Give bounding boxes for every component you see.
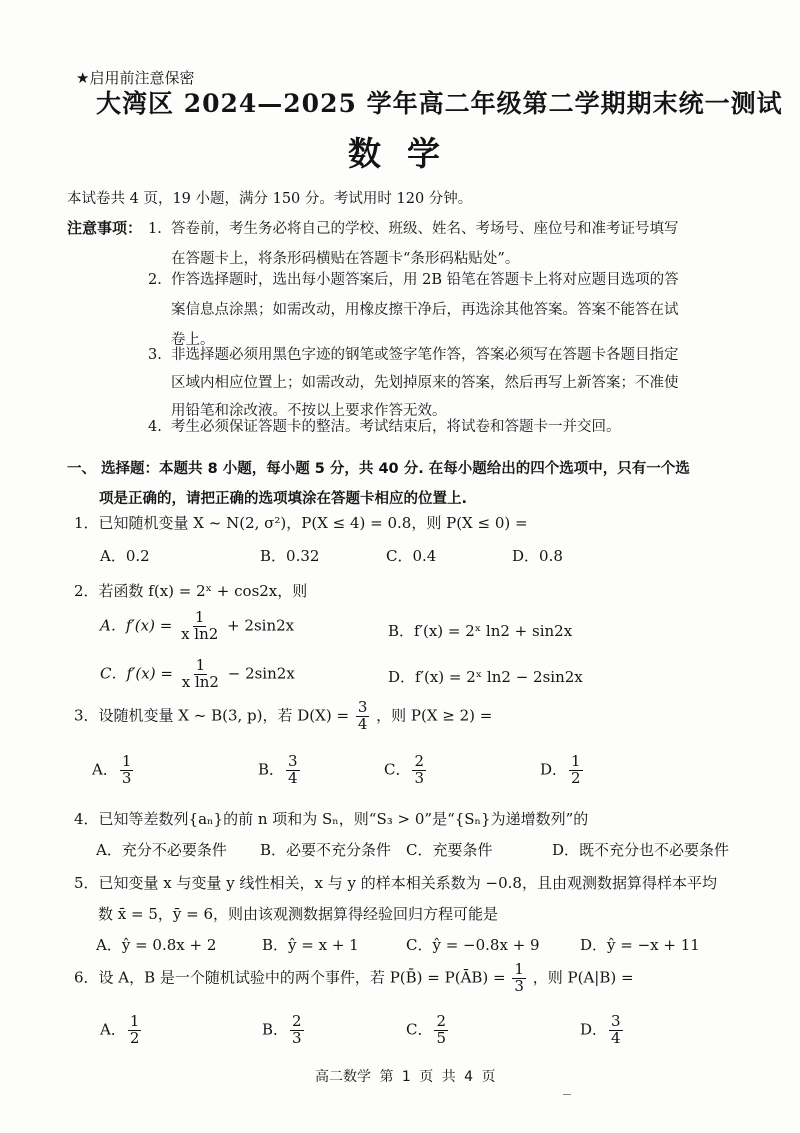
q2-a-denominator: x ln2 (181, 624, 219, 643)
q3-b-label: B． (258, 760, 285, 779)
q4-option-c: C．充要条件 (406, 841, 493, 859)
q1-option-b: B．0.32 (260, 547, 320, 565)
page-footer: 高二数学 第 1 页 共 4 页 (315, 1069, 496, 1085)
q6-d-fraction (609, 1014, 623, 1047)
section-line: 一、 选择题：本题共 8 小题，每小题 5 分，共 40 分. 在每小题给出的四个选项中，只有一个选 (67, 461, 690, 477)
note-line: 案信息点涂黑；如需改动，用橡皮擦干净后，再选涂其他答案。答案不能答在试 (171, 302, 679, 318)
confidential-note: ★启用前注意保密 (76, 69, 195, 87)
q3-c-fraction (412, 754, 426, 787)
q5-option-a: A．ŷ = 0.8x + 2 (96, 936, 217, 954)
q6-stem-denominator: 3 (514, 976, 524, 995)
scan-mark (563, 1094, 571, 1095)
q3-a-numerator: 1 (121, 752, 132, 770)
q3-a-denominator: 3 (121, 768, 132, 787)
note-item (148, 412, 748, 442)
exam-info: 本试卷共 4 页，19 小题，满分 150 分。考试用时 120 分钟。 (67, 191, 473, 207)
q6-b-fraction (290, 1014, 304, 1047)
note-line: 答卷前，考生务必将自己的学校、班级、姓名、考场号、座位号和准考证号填写 (171, 221, 679, 237)
q3-d-fraction (569, 754, 583, 787)
note-line: 考生必须保证答题卡的整洁。考试结束后，将试卷和答题卡一并交回。 (171, 419, 621, 435)
q3-option-c (384, 754, 428, 787)
q3-d-label: D． (540, 760, 568, 779)
q6-stem-prefix: 6．设 A，B 是一个随机试验中的两个事件，若 P(B̄) = P(ĀB) = (74, 968, 506, 987)
q4-option-a: A．充分不必要条件 (96, 841, 227, 859)
question-1-stem: 1．已知随机变量 X ~ N(2, σ²)，P(X ≤ 4) = 0.8，则 P(X ≤ 0) = (74, 514, 528, 532)
q3-option-d (540, 754, 585, 787)
q3-c-label: C． (384, 760, 411, 779)
note-line: 用铅笔和涂改液。不按以上要求作答无效。 (171, 403, 447, 419)
q2-c-denominator: x ln2 (181, 672, 219, 691)
q3-c-denominator: 3 (414, 768, 425, 787)
q6-c-label: C． (406, 1020, 433, 1039)
subject-title: 数学 (348, 134, 466, 173)
q3-option-a (92, 754, 135, 787)
q3-b-numerator: 3 (288, 752, 298, 770)
q1-option-a: A．0.2 (100, 547, 150, 565)
note-line: 在答题卡上，将条形码横贴在答题卡“条形码粘贴处”。 (171, 251, 520, 267)
q2-a-prefix: A．f′(x) = (100, 616, 173, 635)
q2-c-suffix: − 2sin2x (227, 664, 295, 683)
q1-option-c: C．0.4 (386, 547, 437, 565)
q6-d-numerator: 3 (611, 1012, 621, 1030)
note-line: 作答选择题时，选出每小题答案后，用 2B 铅笔在答题卡上将对应题目选项的答 (171, 272, 679, 288)
q6-option-c (406, 1014, 450, 1047)
q6-option-d (580, 1014, 625, 1047)
q2-c-fraction (180, 658, 221, 691)
q3-b-fraction (286, 754, 300, 787)
q3-a-label: A． (92, 760, 118, 779)
section-header (67, 454, 690, 514)
q6-option-a (100, 1014, 143, 1047)
q2-option-d: D．f′(x) = 2ˣ ln2 − 2sin2x (388, 668, 583, 686)
q2-a-numerator: 1 (194, 608, 205, 626)
question-4-stem: 4．已知等差数列{aₙ}的前 n 项和为 Sₙ，则“S₃ > 0”是“{Sₙ}为递增数列”的 (74, 810, 589, 828)
section-line: 项是正确的，请把正确的选项填涂在答题卡相应的位置上. (99, 491, 468, 507)
q6-a-fraction (128, 1014, 142, 1047)
notes-label: 注意事项： (67, 219, 143, 237)
q6-option-b (262, 1014, 306, 1047)
q6-d-denominator: 4 (611, 1028, 621, 1047)
q3-b-denominator: 4 (288, 768, 298, 787)
q3-c-numerator: 2 (414, 752, 425, 770)
q4-option-d: D．既不充分也不必要条件 (552, 841, 730, 859)
q2-c-prefix: C．f′(x) = (100, 664, 173, 683)
q5-option-c: C．ŷ = −0.8x + 9 (406, 936, 540, 954)
q4-option-b: B．必要不充分条件 (260, 841, 392, 859)
q6-stem-fraction (512, 962, 526, 995)
q3-stem-fraction (356, 700, 370, 733)
q2-option-a (100, 610, 294, 643)
question-5-stem: 5．已知变量 x 与变量 y 线性相关，x 与 y 的样本相关系数为 −0.8，且由观测数据算得样本平均 (74, 874, 717, 892)
note-number: 3. (148, 347, 162, 363)
q3-option-b (258, 754, 302, 787)
q2-option-b: B．f′(x) = 2ˣ ln2 + sin2x (388, 622, 573, 640)
note-line: 区域内相应位置上；如需改动，先划掉原来的答案，然后再写上新答案；不准使 (171, 375, 679, 391)
q3-a-fraction (120, 754, 134, 787)
q6-a-label: A． (100, 1020, 126, 1039)
q6-b-denominator: 3 (292, 1028, 302, 1047)
q6-c-numerator: 2 (436, 1012, 447, 1030)
q3-stem-denominator: 4 (357, 714, 368, 733)
note-number: 1. (148, 221, 162, 237)
q6-a-denominator: 2 (129, 1028, 140, 1047)
q5-option-b: B．ŷ = x + 1 (262, 936, 359, 954)
note-line: 卷上。 (171, 332, 215, 348)
q2-c-numerator: 1 (195, 656, 206, 674)
q2-option-c (100, 658, 295, 691)
q6-c-denominator: 5 (436, 1028, 447, 1047)
q6-stem-suffix: ，则 P(A|B) = (532, 968, 634, 987)
q6-stem-numerator: 1 (514, 960, 524, 978)
note-number: 4. (148, 419, 162, 435)
question-5-stem-cont: 数 x̄ = 5，ȳ = 6，则由该观测数据算得经验回归方程可能是 (98, 905, 498, 923)
q1-option-d: D．0.8 (512, 547, 563, 565)
exam-title: 大湾区 2024—2025 学年高二年级第二学期期末统一测试 (96, 89, 783, 118)
q3-d-numerator: 1 (571, 752, 581, 770)
q6-b-numerator: 2 (292, 1012, 302, 1030)
question-2-stem: 2．若函数 f(x) = 2ˣ + cos2x，则 (74, 582, 308, 600)
note-number: 2. (148, 272, 162, 288)
question-3-stem (74, 700, 492, 733)
q3-d-denominator: 2 (571, 768, 581, 787)
q3-stem-prefix: 3．设随机变量 X ~ B(3, p)，若 D(X) = (74, 706, 350, 725)
question-6-stem (74, 962, 634, 995)
q6-a-numerator: 1 (129, 1012, 140, 1030)
note-line: 非选择题必须用黑色字迹的钢笔或签字笔作答，答案必须写在答题卡各题目指定 (171, 347, 679, 363)
q3-stem-numerator: 3 (357, 698, 368, 716)
q5-option-d: D．ŷ = −x + 11 (580, 936, 700, 954)
q2-a-suffix: + 2sin2x (227, 616, 295, 635)
q3-stem-suffix: ，则 P(X ≥ 2) = (376, 706, 493, 725)
q6-c-fraction (434, 1014, 448, 1047)
q2-a-fraction (179, 610, 220, 643)
q6-d-label: D． (580, 1020, 608, 1039)
q6-b-label: B． (262, 1020, 289, 1039)
